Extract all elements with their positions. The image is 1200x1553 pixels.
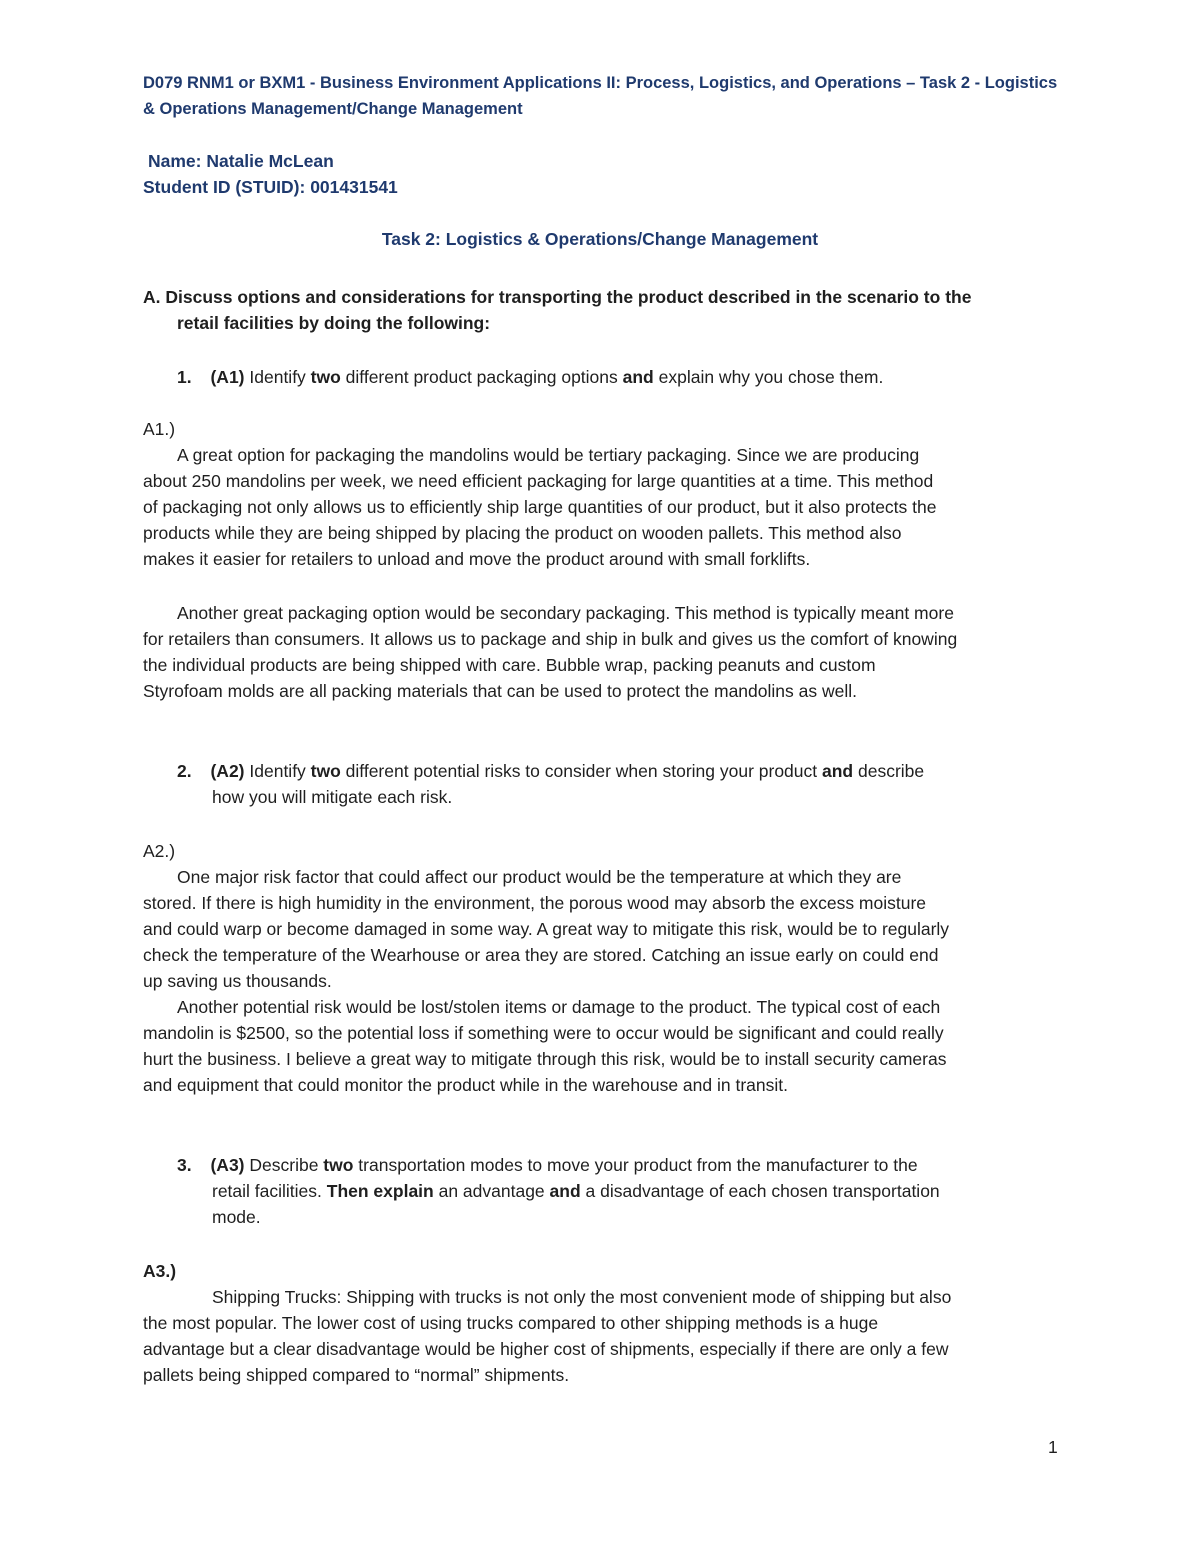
question-2 xyxy=(177,758,924,784)
question-1-code: (A1) xyxy=(210,367,245,387)
answer-a1-p2-line: Styrofoam molds are all packing materials that can be used to protect the mandolins as well. xyxy=(143,681,857,701)
question-3-text: transportation modes to move your product from the manufacturer to the xyxy=(353,1155,918,1175)
answer-a3-p1-line: pallets being shipped compared to “normal” shipments. xyxy=(143,1365,570,1385)
answer-a1-p2-line: Another great packaging option would be secondary packaging. This method is typically meant more xyxy=(177,603,954,623)
answer-a2-label: A2.) xyxy=(143,841,176,861)
student-name: Name: Natalie McLean xyxy=(148,151,334,171)
question-1-bold-two: two xyxy=(310,367,341,387)
question-1-text: different product packaging options xyxy=(340,367,623,387)
answer-a1-p1-line: of packaging not only allows us to efficiently ship large quantities of our product, but it also protects the xyxy=(143,497,937,517)
question-3-bold-two: two xyxy=(323,1155,354,1175)
course-code: D079 RNM1 or BXM1 - xyxy=(143,74,320,92)
answer-a3-p1-line: the most popular. The lower cost of using trucks compared to other shipping methods is a huge xyxy=(143,1313,879,1333)
question-1-text: explain why you chose them. xyxy=(653,367,884,387)
section-a-line-1: A. Discuss options and considerations for transporting the product described in the scenario to the xyxy=(143,287,972,307)
answer-a2-p2-line: and equipment that could monitor the product while in the warehouse and in transit. xyxy=(143,1075,788,1095)
course-title-line-1 xyxy=(143,70,1057,96)
answer-a1-p2-line: for retailers than consumers. It allows us to package and ship in bulk and gives us the comfort of knowing xyxy=(143,629,958,649)
question-3-text: Describe xyxy=(244,1155,324,1175)
answer-a2-p2-line: mandolin is $2500, so the potential loss if something were to occur would be significant and could really xyxy=(143,1023,944,1043)
question-2-text: describe xyxy=(853,761,925,781)
question-3-text: a disadvantage of each chosen transportation xyxy=(580,1181,940,1201)
answer-a3-p1-line: advantage but a clear disadvantage would be higher cost of shipments, especially if there are only a few xyxy=(143,1339,949,1359)
answer-a3-p1-line: Shipping Trucks: Shipping with trucks is not only the most convenient mode of shipping but also xyxy=(212,1287,952,1307)
section-a-line-2: retail facilities by doing the following: xyxy=(177,313,491,333)
question-3-bold-then-explain: Then explain xyxy=(326,1181,434,1201)
question-3 xyxy=(177,1152,918,1178)
question-3-line-2 xyxy=(212,1178,940,1204)
answer-a1-p1-line: makes it easier for retailers to unload and move the product around with small forklifts. xyxy=(143,549,811,569)
answer-a1-p1-line: about 250 mandolins per week, we need efficient packaging for large quantities at a time. This method xyxy=(143,471,934,491)
question-3-line-3: mode. xyxy=(212,1207,261,1227)
question-1-bold-and: and xyxy=(622,367,654,387)
question-2-number: 2. xyxy=(177,761,192,781)
answer-a2-p1-line: One major risk factor that could affect our product would be the temperature at which they are xyxy=(177,867,902,887)
question-2-code: (A2) xyxy=(210,761,245,781)
answer-a1-p2-line: the individual products are being shipped with care. Bubble wrap, packing peanuts and custom xyxy=(143,655,876,675)
answer-a1-p1-line: products while they are being shipped by placing the product on wooden pallets. This method also xyxy=(143,523,902,543)
question-2-line-2: how you will mitigate each risk. xyxy=(212,787,453,807)
question-2-text: Identify xyxy=(244,761,311,781)
task-title: Task 2: Logistics & Operations/Change Management xyxy=(381,229,819,249)
page-number: 1 xyxy=(1048,1437,1058,1457)
answer-a2-p1-line: and could warp or become damaged in some way. A great way to mitigate this risk, would be to regularly xyxy=(143,919,950,939)
answer-a2-p1-line: stored. If there is high humidity in the environment, the porous wood may absorb the excess moisture xyxy=(143,893,927,913)
course-name: Business Environment Applications II: Process, Logistics, and Operations – Task 2 - Logistics xyxy=(319,74,1058,92)
question-3-text: retail facilities. xyxy=(212,1181,327,1201)
question-3-bold-and: and xyxy=(549,1181,581,1201)
student-id: Student ID (STUID): 001431541 xyxy=(143,177,398,197)
answer-a1-label: A1.) xyxy=(143,419,176,439)
question-1-text: Identify xyxy=(244,367,311,387)
question-3-number: 3. xyxy=(177,1155,192,1175)
answer-a2-p1-line: check the temperature of the Wearhouse or area they are stored. Catching an issue early on could end xyxy=(143,945,939,965)
question-3-text: an advantage xyxy=(433,1181,550,1201)
answer-a2-p2-line: hurt the business. I believe a great way to mitigate through this risk, would be to install security cameras xyxy=(143,1049,947,1069)
question-2-bold-two: two xyxy=(310,761,341,781)
question-2-text: different potential risks to consider when storing your product xyxy=(340,761,822,781)
question-3-code: (A3) xyxy=(210,1155,245,1175)
answer-a3-label: A3.) xyxy=(143,1261,177,1281)
answer-a2-p2-line: Another potential risk would be lost/stolen items or damage to the product. The typical cost of each xyxy=(177,997,941,1017)
question-2-bold-and: and xyxy=(822,761,854,781)
question-1 xyxy=(177,364,883,390)
question-1-number: 1. xyxy=(177,367,192,387)
answer-a1-p1-line: A great option for packaging the mandolins would be tertiary packaging. Since we are producing xyxy=(177,445,920,465)
answer-a2-p1-line: up saving us thousands. xyxy=(143,971,332,991)
course-title-line-2: & Operations Management/Change Management xyxy=(143,100,523,118)
